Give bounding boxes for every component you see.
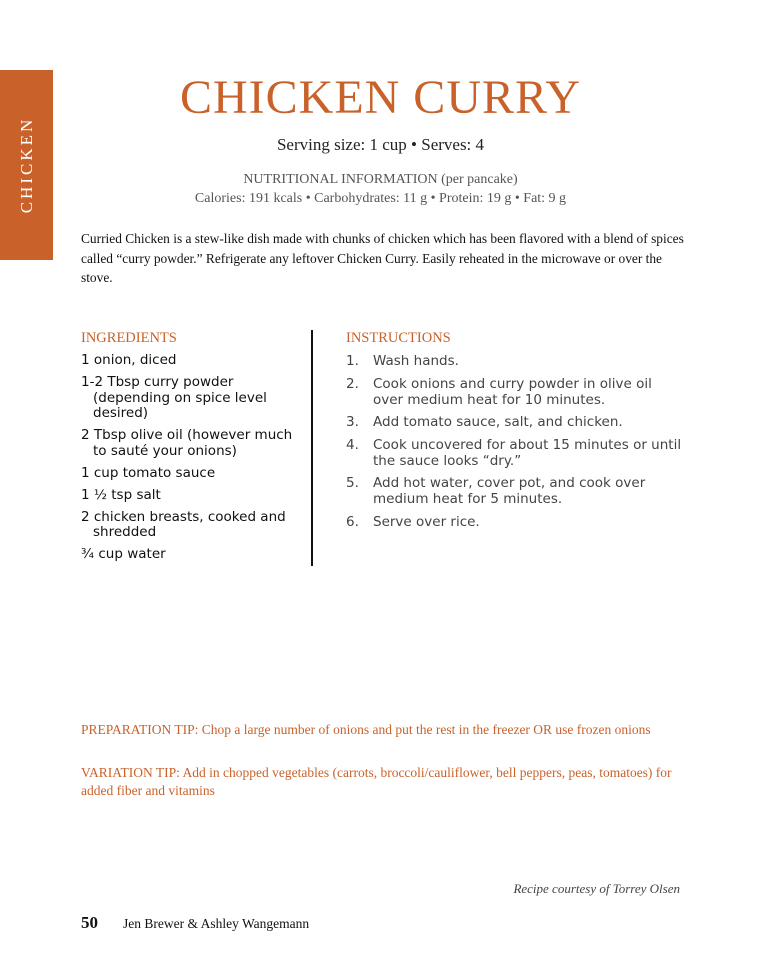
preparation-tip: PREPARATION TIP: Chop a large number of onions and put the rest in the freezer OR use frozen onions bbox=[81, 722, 651, 737]
step-text: Wash hands. bbox=[373, 353, 459, 369]
recipe-intro: Curried Chicken is a stew-like dish made with chunks of chicken which has been flavored with a blend of spices called “curry powder.” Refrigerate any leftover Chicken Curry. Easily reheated in the microwave or over the stove. bbox=[81, 231, 684, 285]
ingredient-item: 2 Tbsp olive oil (however much to sauté your onions) bbox=[81, 427, 293, 459]
instruction-step bbox=[346, 437, 686, 469]
variation-tip: VARIATION TIP: Add in chopped vegetables (carrots, broccoli/cauliflower, bell peppers, peas, tomatoes) for added fiber and vitamins bbox=[81, 765, 672, 798]
ingredient-item: 1 ½ tsp salt bbox=[81, 486, 161, 503]
ingredients-section bbox=[81, 330, 296, 569]
instructions-section bbox=[346, 330, 686, 536]
instruction-step bbox=[346, 353, 686, 369]
instruction-step bbox=[346, 475, 686, 507]
step-number: 5. bbox=[346, 475, 359, 491]
instruction-step bbox=[346, 514, 686, 530]
step-number: 4. bbox=[346, 436, 359, 453]
authors: Jen Brewer & Ashley Wangemann bbox=[123, 916, 310, 931]
ingredients-heading: INGREDIENTS bbox=[81, 330, 177, 346]
step-text: Cook onions and curry powder in olive oil over medium heat for 10 minutes. bbox=[373, 375, 652, 408]
step-number: 2. bbox=[346, 375, 359, 392]
page-number: 50 bbox=[81, 913, 98, 932]
nutrition-values: Calories: 191 kcals • Carbohydrates: 11 g • Protein: 19 g • Fat: 9 g bbox=[194, 191, 567, 206]
recipe-title: CHICKEN CURRY bbox=[179, 71, 582, 124]
step-text: Serve over rice. bbox=[373, 513, 480, 530]
ingredients-list bbox=[81, 353, 296, 563]
ingredient-item: 2 chicken breasts, cooked and shredded bbox=[81, 508, 286, 540]
instruction-step bbox=[346, 376, 686, 408]
step-text: Add tomato sauce, salt, and chicken. bbox=[373, 414, 623, 430]
serving-info: Serving size: 1 cup • Serves: 4 bbox=[276, 135, 485, 154]
ingredient-item: 1 onion, diced bbox=[81, 352, 177, 368]
ingredient-item: 1-2 Tbsp curry powder (depending on spice level desired) bbox=[81, 374, 267, 421]
step-text: Add hot water, cover pot, and cook over medium heat for 5 minutes. bbox=[373, 475, 646, 507]
instructions-heading: INSTRUCTIONS bbox=[346, 330, 451, 346]
column-divider bbox=[311, 330, 313, 566]
ingredient-item: 1 cup tomato sauce bbox=[81, 464, 216, 481]
step-number: 6. bbox=[346, 513, 359, 530]
instructions-list bbox=[346, 353, 686, 530]
ingredient-item: ¾ cup water bbox=[81, 546, 166, 562]
step-number: 1. bbox=[346, 353, 359, 369]
nutrition-heading: NUTRITIONAL INFORMATION (per pancake) bbox=[243, 172, 518, 187]
step-number: 3. bbox=[346, 414, 359, 430]
instruction-step bbox=[346, 414, 686, 430]
step-text: Cook uncovered for about 15 minutes or until the sauce looks “dry.” bbox=[373, 436, 682, 469]
section-tab-label: CHICKEN bbox=[16, 116, 36, 214]
recipe-credit: Recipe courtesy of Torrey Olsen bbox=[513, 881, 680, 896]
